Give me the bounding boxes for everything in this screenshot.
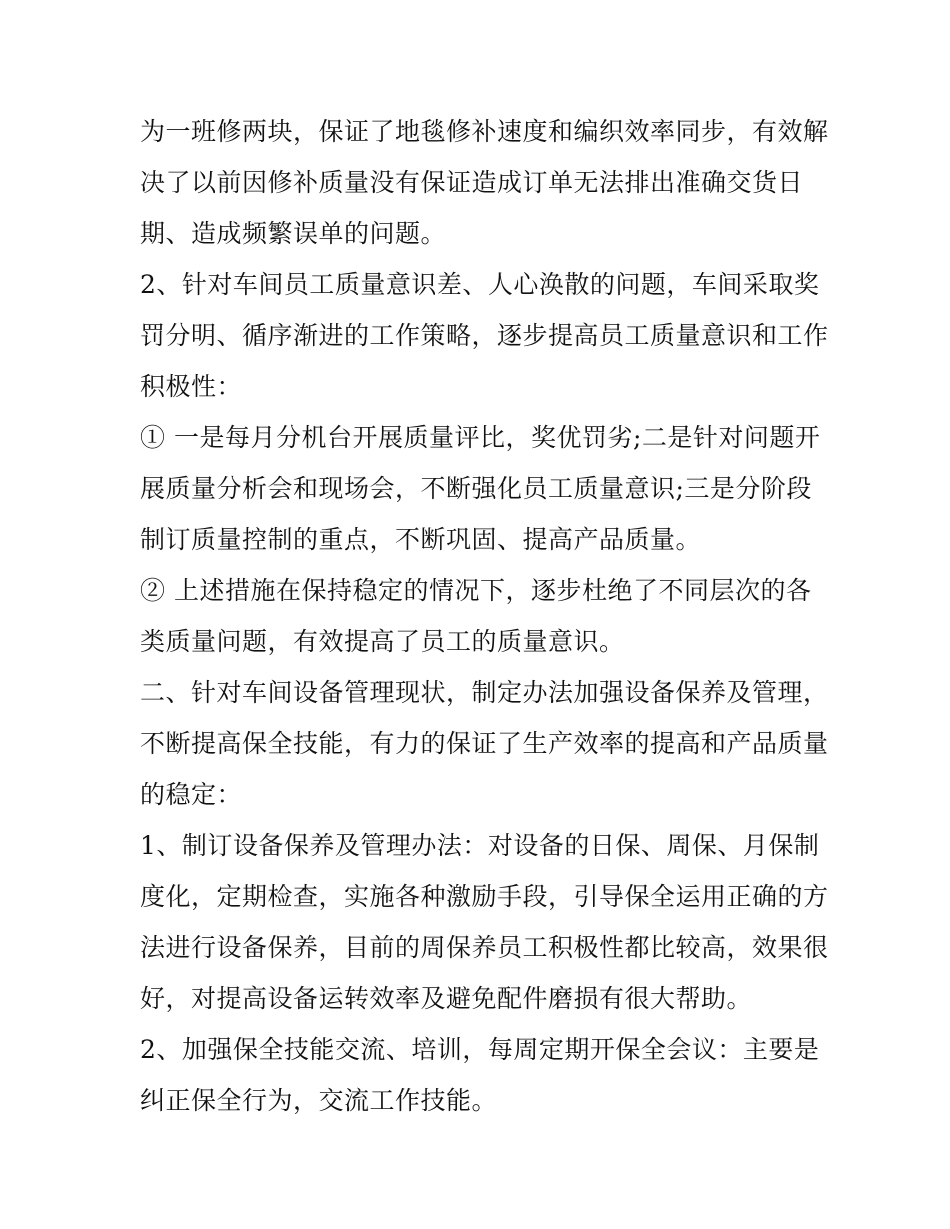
text-line: 展质量分析会和现场会，不断强化员工质量意识;三是分阶段 — [140, 474, 812, 503]
text-line: 1、制订设备保养及管理办法：对设备的日保、周保、月保制 — [140, 831, 820, 860]
text-line: 不断提高保全技能，有力的保证了生产效率的提高和产品质量 — [140, 729, 829, 758]
text-line: 决了以前因修补质量没有保证造成订单无法排出准确交货日 — [140, 168, 804, 197]
text-line: ① 一是每月分机台开展质量评比，奖优罚劣;二是针对问题开 — [140, 423, 821, 452]
text-line: 2、针对车间员工质量意识差、人心涣散的问题，车间采取奖 — [140, 270, 820, 299]
text-line: 2、加强保全技能交流、培训，每周定期开保全会议：主要是 — [140, 1035, 820, 1064]
document-body — [140, 106, 829, 1126]
text-line: 罚分明、循序渐进的工作策略，逐步提高员工质量意识和工作 — [140, 321, 829, 350]
text-line: 为一班修两块，保证了地毯修补速度和编织效率同步，有效解 — [140, 117, 829, 146]
text-line: 二、针对车间设备管理现状，制定办法加强设备保养及管理， — [140, 678, 829, 707]
text-line: 的稳定： — [140, 780, 243, 809]
text-line: 纠正保全行为，交流工作技能。 — [140, 1086, 498, 1115]
text-line: 期、造成频繁误单的问题。 — [140, 219, 447, 248]
text-line: 好，对提高设备运转效率及避免配件磨损有很大帮助。 — [140, 984, 753, 1013]
text-line: 度化，定期检查，实施各种激励手段，引导保全运用正确的方 — [140, 882, 829, 911]
text-line: ② 上述措施在保持稳定的情况下，逐步杜绝了不同层次的各 — [140, 576, 812, 605]
text-line: 类质量问题，有效提高了员工的质量意识。 — [140, 627, 625, 656]
text-line: 积极性： — [140, 372, 243, 401]
text-line: 制订质量控制的重点，不断巩固、提高产品质量。 — [140, 525, 702, 554]
text-line: 法进行设备保养，目前的周保养员工积极性都比较高，效果很 — [140, 933, 829, 962]
